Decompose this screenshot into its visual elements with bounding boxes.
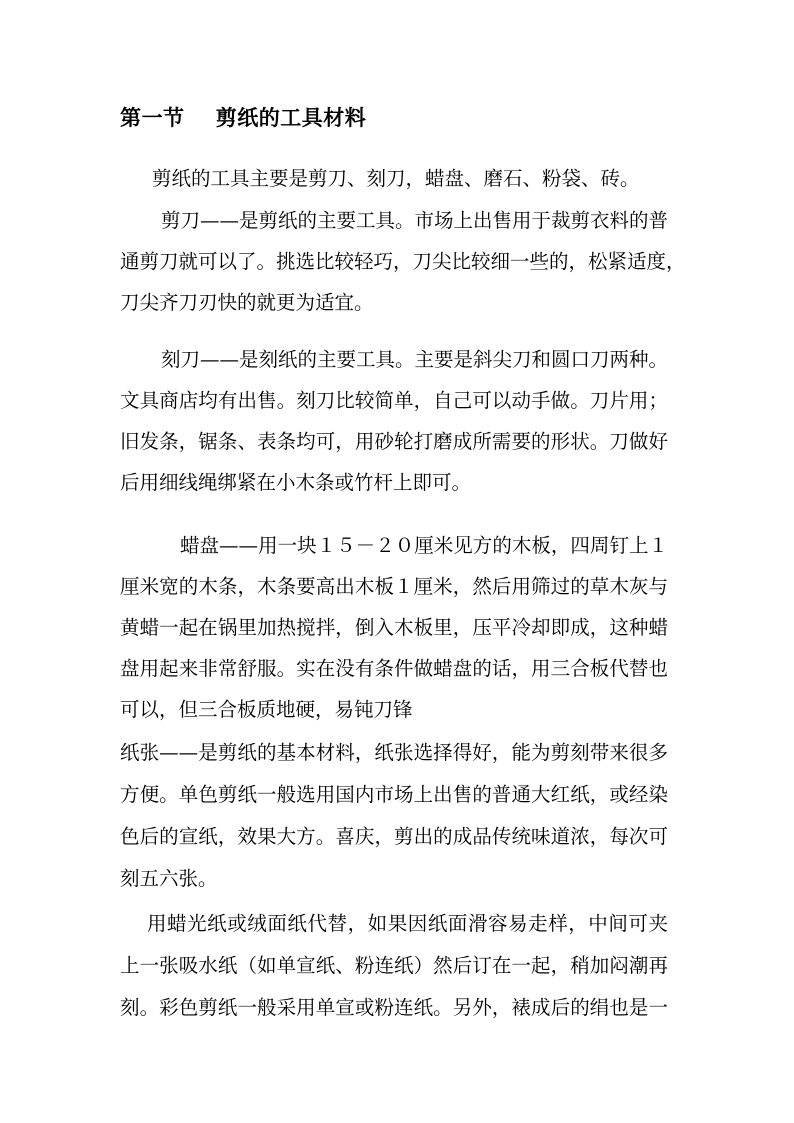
scissors-paragraph-line: 刀尖齐刀刃快的就更为适宜。	[120, 291, 374, 314]
wax-plate-paragraph-line: 黄蜡一起在锅里加热搅拌，倒入木板里，压平冷却即成，这种蜡	[120, 616, 668, 639]
wax-paper-paragraph-line: 上一张吸水纸（如单宣纸、粉连纸）然后订在一起，稍加闷潮再	[120, 954, 668, 977]
paper-paragraph-line: 方便。单色剪纸一般选用国内市场上出售的普通大红纸，或经染	[120, 783, 668, 806]
scissors-paragraph-line: 剪刀——是剪纸的主要工具。市场上出售用于裁剪衣料的普	[161, 209, 669, 232]
paper-paragraph-line: 纸张——是剪纸的基本材料，纸张选择得好，能为剪刻带来很多	[120, 741, 668, 764]
paper-paragraph-line: 刻五六张。	[120, 867, 218, 890]
knife-paragraph-line: 文具商店均有出售。刻刀比较简单，自己可以动手做。刀片用；	[120, 389, 668, 412]
wax-paper-paragraph-line: 用蜡光纸或绒面纸代替，如果因纸面滑容易走样，中间可夹	[147, 912, 668, 935]
paper-paragraph-line: 色后的宣纸，效果大方。喜庆，剪出的成品传统味道浓，每次可	[120, 825, 668, 848]
knife-paragraph-line: 刻刀——是刻纸的主要工具。主要是斜尖刀和圆口刀两种。	[161, 348, 669, 371]
scissors-paragraph-line: 通剪刀就可以了。挑选比较轻巧，刀尖比较细一些的，松紧适度，	[120, 250, 686, 273]
wax-plate-paragraph-line: 可以，但三合板质地硬，易钝刀锋	[120, 698, 413, 721]
wax-plate-paragraph-line: 厘米宽的木条，木条要高出木板１厘米，然后用筛过的草木灰与	[120, 575, 668, 598]
knife-paragraph-line: 后用细线绳绑紧在小木条或竹杆上即可。	[120, 471, 472, 494]
wax-plate-paragraph-line: 盘用起来非常舒服。实在没有条件做蜡盘的话，用三合板代替也	[120, 657, 668, 680]
section-heading: 第一节 剪纸的工具材料	[120, 105, 367, 130]
intro-paragraph: 剪纸的工具主要是剪刀、刻刀，蜡盘、磨石、粉袋、砖。	[152, 167, 640, 190]
wax-paper-paragraph-line: 刻。彩色剪纸一般采用单宣或粉连纸。另外，裱成后的绢也是一	[120, 996, 668, 1019]
wax-plate-paragraph-line: 蜡盘——用一块１５－２０厘米见方的木板，四周钉上１	[180, 534, 668, 557]
knife-paragraph-line: 旧发条，锯条、表条均可，用砂轮打磨成所需要的形状。刀做好	[120, 430, 668, 453]
